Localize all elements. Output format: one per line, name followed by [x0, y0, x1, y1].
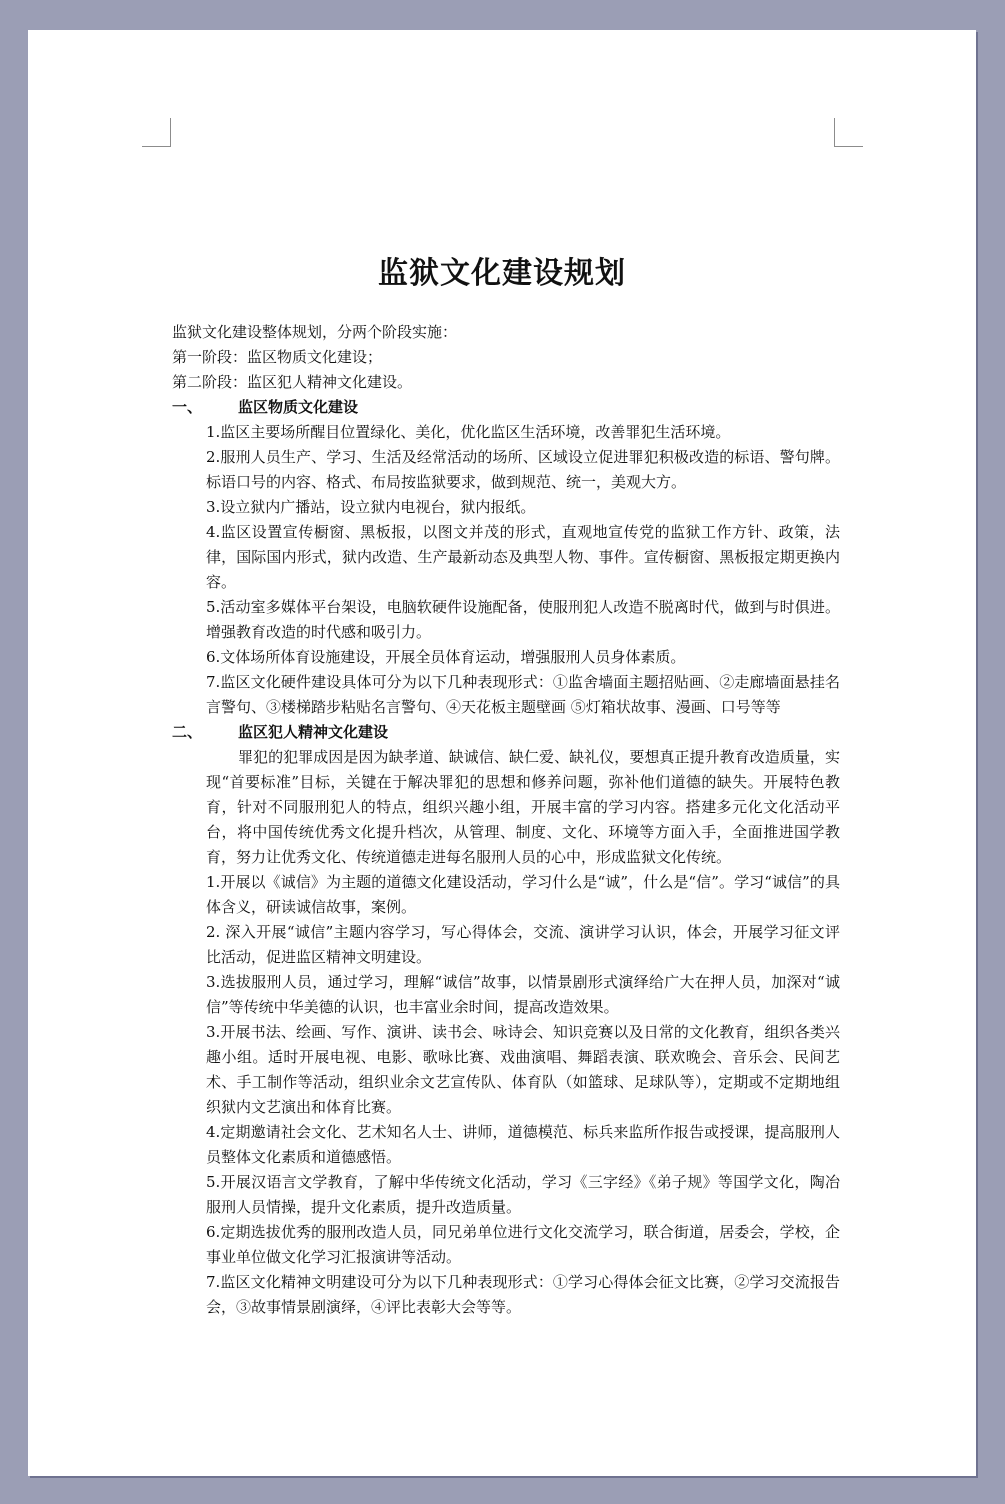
intro-line: 第一阶段：监区物质文化建设； [172, 348, 383, 366]
document-page [28, 30, 976, 1476]
section-heading-text: 监区物质文化建设 [238, 398, 359, 416]
document-title: 监狱文化建设规划 [378, 256, 626, 291]
list-item: 3.设立狱内广播站，设立狱内电视台，狱内报纸。 [206, 498, 536, 516]
document-body [172, 320, 840, 1320]
list-item: 1.监区主要场所醒目位置绿化、美化，优化监区生活环境，改善罪犯生活环境。 [206, 423, 731, 441]
list-item: 2.服刑人员生产、学习、生活及经常活动的场所、区域设立促进罪犯积极改造的标语、警句牌。标语口号的内容、格式、布局按监狱要求，做到规范、统一，美观大方。 [206, 448, 840, 491]
section-heading [172, 395, 840, 420]
list-item: 4.监区设置宣传橱窗、黑板报，以图文并茂的形式，直观地宣传党的监狱工作方针、政策，法律，国际国内形式，狱内改造、生产最新动态及典型人物、事件。宣传橱窗、黑板报定期更换内容。 [206, 523, 840, 591]
section-heading [172, 720, 840, 745]
list-item: 7.监区文化精神文明建设可分为以下几种表现形式：①学习心得体会征文比赛，②学习交流报告会，③故事情景剧演绎，④评比表彰大会等等。 [206, 1273, 840, 1316]
intro-line: 第二阶段：监区犯人精神文化建设。 [172, 373, 413, 391]
section-number: 一、 [172, 398, 203, 416]
list-item: 5.开展汉语言文学教育，了解中华传统文化活动，学习《三字经》《弟子规》等国学文化，陶冶服刑人员情操，提升文化素质，提升改造质量。 [206, 1173, 840, 1216]
margin-corner-mark-top-right [834, 118, 863, 147]
body-paragraph: 罪犯的犯罪成因是因为缺孝道、缺诚信、缺仁爱、缺礼仪，要想真正提升教育改造质量，实现“首要标准”目标，关键在于解决罪犯的思想和修养问题，弥补他们道德的缺失。开展特色教育，针对不同服刑犯人的特点，组织兴趣小组，开展丰富的学习内容。搭建多元化文化活动平台，将中国传统优秀文化提升档次，从管理、制度、文化、环境等方面入手，全面推进国学教育，努力让优秀文化、传统道德走进每名服刑人员的心中，形成监狱文化传统。 [206, 748, 840, 866]
list-item: 6.定期选拔优秀的服刑改造人员，同兄弟单位进行文化交流学习，联合街道，居委会，学校，企事业单位做文化学习汇报演讲等活动。 [206, 1223, 840, 1266]
section-number: 二、 [172, 723, 203, 741]
list-item: 5.活动室多媒体平台架设，电脑软硬件设施配备，使服刑犯人改造不脱离时代，做到与时俱进。增强教育改造的时代感和吸引力。 [206, 598, 840, 641]
list-item: 4.定期邀请社会文化、艺术知名人士、讲师，道德模范、标兵来监所作报告或授课，提高服刑人员整体文化素质和道德感悟。 [206, 1123, 840, 1166]
list-item: 3.选拔服刑人员，通过学习，理解“诚信”故事，以情景剧形式演绎给广大在押人员，加深对“诚信”等传统中华美德的认识，也丰富业余时间，提高改造效果。 [206, 973, 840, 1016]
margin-corner-mark-top-left [142, 118, 171, 147]
intro-line: 监狱文化建设整体规划，分两个阶段实施： [172, 323, 458, 341]
list-item: 7.监区文化硬件建设具体可分为以下几种表现形式：①监舍墙面主题招贴画、②走廊墙面悬挂名言警句、③楼梯踏步粘贴名言警句、④天花板主题壁画 ⑤灯箱状故事、漫画、口号等等 [206, 673, 840, 716]
list-item: 1.开展以《诚信》为主题的道德文化建设活动，学习什么是“诚”，什么是“信”。学习“诚信”的具体含义，研读诚信故事，案例。 [206, 873, 840, 916]
section-heading-text: 监区犯人精神文化建设 [238, 723, 389, 741]
list-item: 6.文体场所体育设施建设，开展全员体育运动，增强服刑人员身体素质。 [206, 648, 686, 666]
list-item: 2. 深入开展“诚信”主题内容学习，写心得体会，交流、演讲学习认识，体会，开展学习征文评比活动，促进监区精神文明建设。 [206, 923, 840, 966]
list-item: 3.开展书法、绘画、写作、演讲、读书会、咏诗会、知识竞赛以及日常的文化教育，组织各类兴趣小组。适时开展电视、电影、歌咏比赛、戏曲演唱、舞蹈表演、联欢晚会、音乐会、民间艺术、手工制作等活动，组织业余文艺宣传队、体育队（如篮球、足球队等），定期或不定期地组织狱内文艺演出和体育比赛。 [206, 1023, 840, 1116]
